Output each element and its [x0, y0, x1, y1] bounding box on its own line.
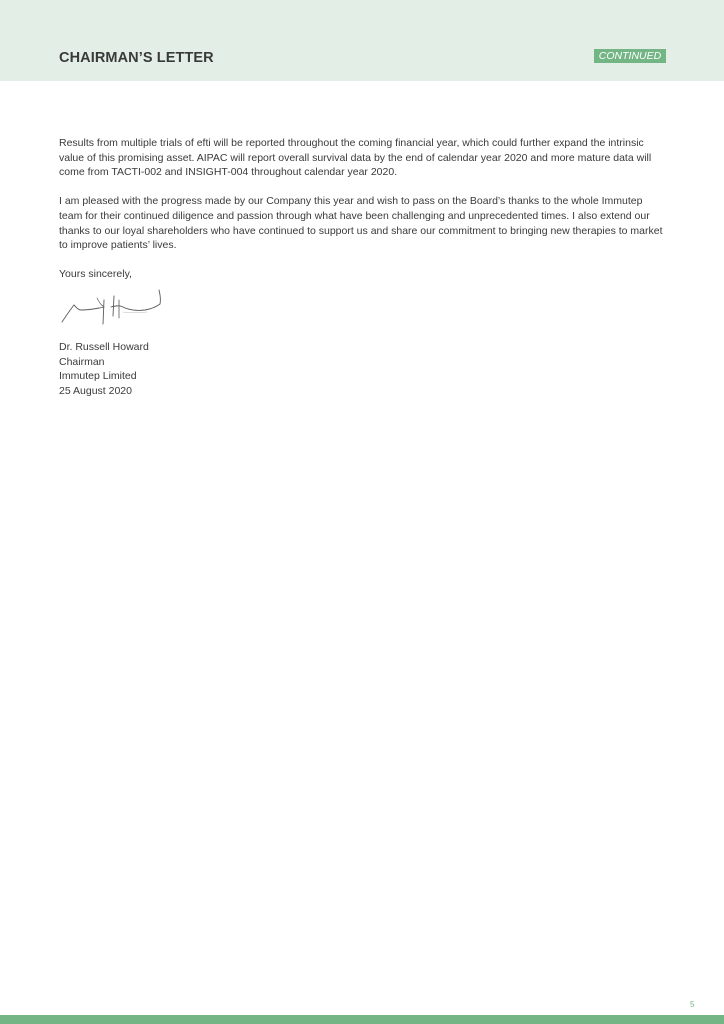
sign-off: Yours sincerely, [59, 268, 132, 280]
page-header [0, 0, 724, 81]
section-title: CHAIRMAN’S LETTER [59, 50, 214, 66]
continued-badge: CONTINUED [594, 49, 666, 63]
letter-body [59, 136, 665, 267]
signer-name: Dr. Russell Howard [59, 341, 149, 353]
signer-block [59, 340, 149, 398]
signer-company: Immutep Limited [59, 370, 137, 383]
footer-bar [0, 1015, 724, 1024]
page-number: 5 [690, 1000, 695, 1009]
signature-image [59, 286, 165, 328]
signer-role: Chairman [59, 355, 105, 368]
letter-date: 25 August 2020 [59, 384, 132, 397]
paragraph-results: Results from multiple trials of efti will be reported throughout the coming financial year, which could further expand the intrinsic value of this promising asset. AIPAC will report overall survival data by the end of calendar year 2020 and more mature data will come from TACTI-002 and INSIGHT-004 throughout calendar year 2020. [59, 137, 652, 179]
paragraph-thanks: I am pleased with the progress made by our Company this year and wish to pass on the Board’s thanks to the whole Immutep team for their continued diligence and passion through what have been challenging and unprecedented times. I also extend our thanks to our loyal shareholders who have continued to support us and share our commitment to bringing new therapies to market to improve patients’ lives. [59, 195, 663, 252]
